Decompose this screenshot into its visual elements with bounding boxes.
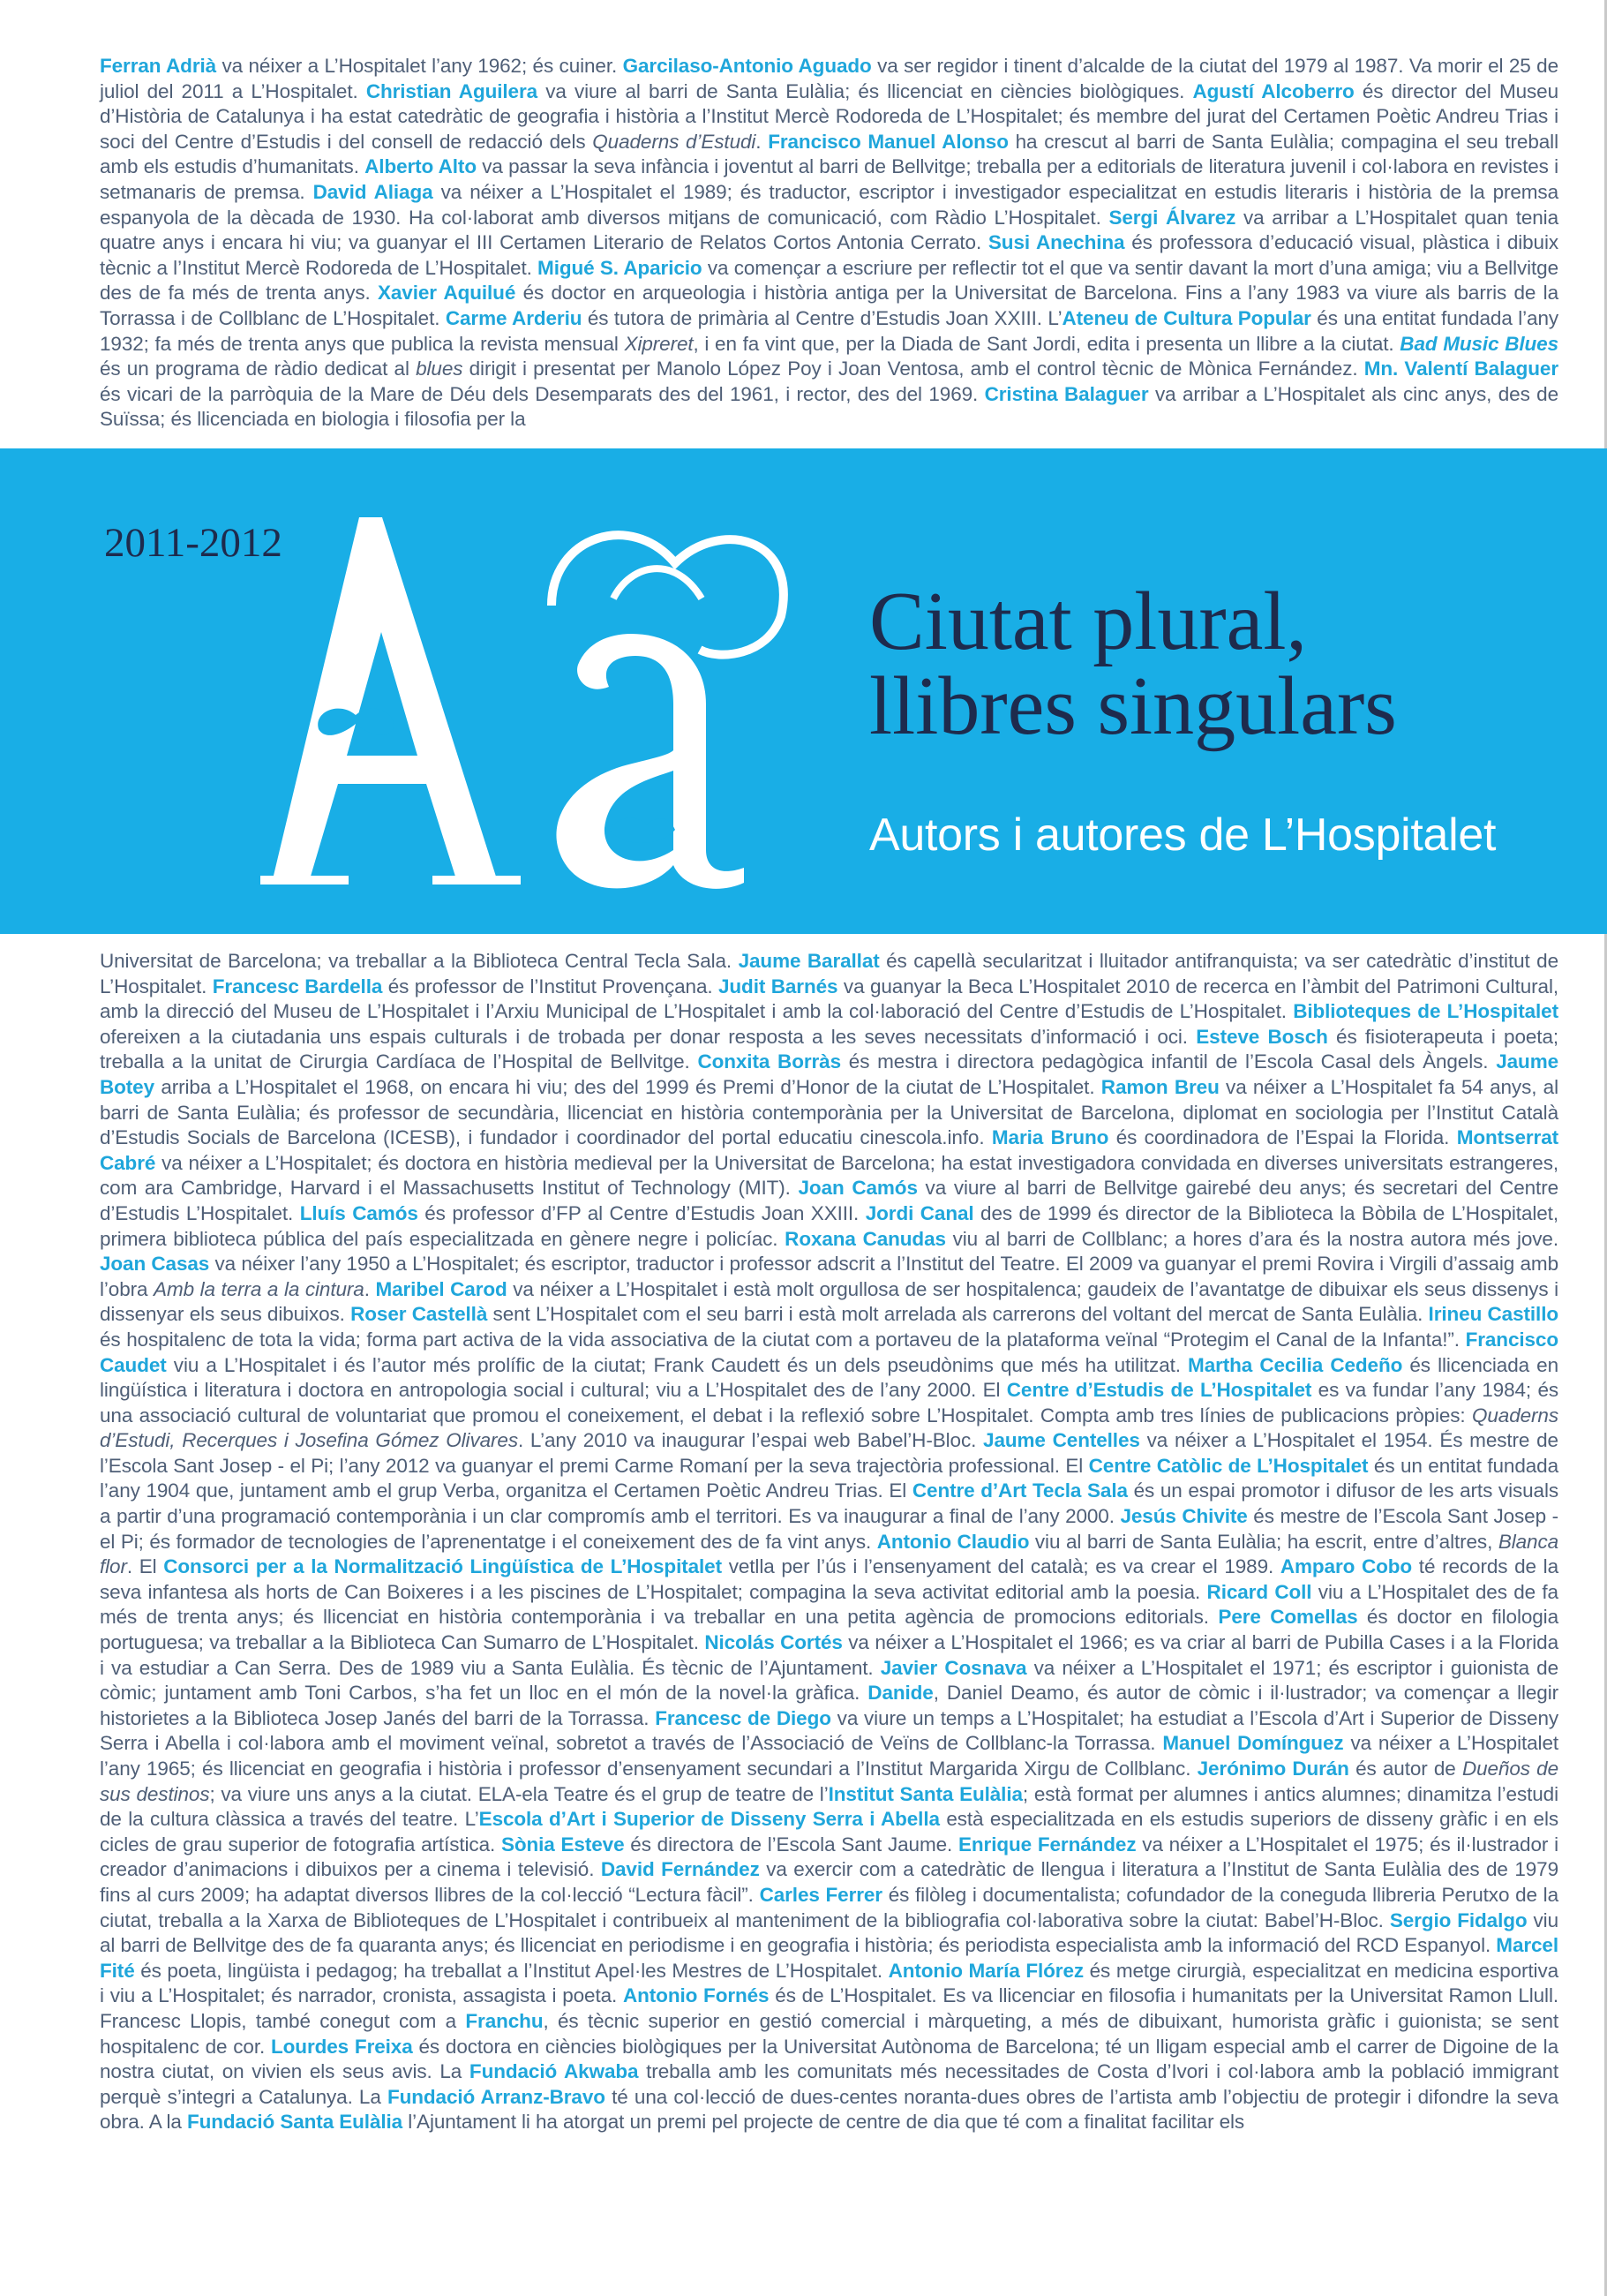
author-name: Lluís Camós — [299, 1201, 418, 1224]
bio-text: és tutora de primària al Centre d’Estudis Joan XXIII. L’ — [582, 306, 1063, 329]
author-name: Sònia Esteve — [500, 1833, 625, 1856]
author-name: Lourdes Freixa — [271, 2035, 413, 2058]
bio-text: va ser regidor i tinent d’alcalde de la ciutat del 1979 al 1987. Va morir el 25 de juliol del 2011 a L’Hospitalet. — [100, 55, 1558, 102]
author-name: Jaume Centelles — [983, 1429, 1140, 1452]
bio-text: va viure al barri de Bellvitge gairebé deu anys; és secretari del Centre d’Estudis L’Hospitalet. — [100, 1177, 1558, 1224]
bio-text: és un espai promotor i difusor de les arts visuals a partir d’una programació contemporània i un clar compromís amb el territori. Es va inaugurar a final de l’any 2000. — [100, 1479, 1558, 1528]
author-name: Javier Cosnava — [880, 1656, 1027, 1679]
bio-text: va néixer a L’Hospitalet; és doctora en història medieval per la Universitat de Barcelona; ha estat investigadora convidada en diverses universitats estrangeres, com ara Cambridge, Harvard i el Massachusetts Institut of Technology (MIT). — [100, 1151, 1558, 1200]
bio-text: és autor de — [1348, 1758, 1462, 1780]
bio-text: va començar a escriure per reflectir tot el que va sentir davant la mort d’una amiga; viu a Bellvitge des de fa més de trenta anys. — [100, 256, 1558, 305]
author-name: Bad Music Blues — [1400, 332, 1558, 355]
title-line-1: Ciutat plural, — [869, 576, 1308, 667]
author-name: Fundació Arranz-Bravo — [387, 2085, 605, 2108]
author-name: Carme Arderiu — [445, 306, 582, 329]
bio-text: és professor d’FP al Centre d’Estudis Joan XXIII. — [417, 1201, 866, 1224]
author-name: Manuel Domínguez — [1162, 1732, 1344, 1755]
author-name: Christian Aguilera — [365, 79, 538, 102]
edition-year: 2011-2012 — [104, 520, 282, 566]
aa-logo — [260, 501, 834, 916]
bio-text: ofereixen a la ciutadania uns espais culturals i de trobada per donar resposta a les seves necessitats d’informació i oci. — [100, 1025, 1197, 1048]
bio-text: viu al barri de Bellvitge des de fa quaranta anys; és llicenciat en periodisme i en geografia i història; és periodista especialista amb la informació del RCD Espanyol. — [100, 1908, 1558, 1957]
bio-text: va néixer a L’Hospitalet el 1971; és escriptor i guionista de còmic; juntament amb Toni Carbos, s’ha fet un lloc en el món de la novel·la gràfica. — [100, 1656, 1558, 1705]
author-name: Fundació Santa Eulàlia — [186, 2111, 403, 2134]
bio-text: viu a L’Hospitalet i és l’autor més prolífic de la ciutat; Frank Caudett és un dels pseudònims que més ha utilitzat. — [166, 1353, 1189, 1376]
author-name: Jordi Canal — [865, 1201, 974, 1224]
bio-text: va néixer a L’Hospitalet el 1989; és traductor, escriptor i investigador especialitzat en estudis literaris i història de la premsa espanyola de la dècada de 1930. Ha col·laborat amb diversos mitjans de comunicació, com Ràdio L’Hospitalet. — [100, 180, 1558, 229]
bio-text: ha crescut al barri de Santa Eulàlia; compagina el seu treball amb els estudis d’humanitats. — [100, 130, 1558, 178]
author-name: Antonio Claudio — [876, 1530, 1030, 1553]
author-name: Irineu Castillo — [1428, 1303, 1558, 1326]
work-title: Blanca flor — [100, 1530, 1559, 1578]
author-name: Amparo Cobo — [1280, 1555, 1413, 1578]
author-name: David Fernández — [600, 1858, 760, 1881]
author-name: Joan Camós — [798, 1177, 918, 1200]
bio-text: va arribar a L’Hospitalet als cinc anys, des de Suïssa; és llicenciada en biologia i filosofia per la — [100, 382, 1559, 431]
bio-text: és doctora en ciències biològiques per la Universitat Autònoma de Barcelona; té un lligam especial amb el carrer de Digoine de la nostra ciutat, on vivien els seus avis. La — [100, 2035, 1558, 2083]
bio-text: és filòleg i documentalista; cofundador de la coneguda llibreria Perutxo de la ciutat, treballa a la Xarxa de Biblioteques de L’Hospitalet i contribueix al manteniment de la bibliografia col·laborativa sobre la ciutat: Babel’H-Bloc. — [100, 1883, 1558, 1931]
bio-text: és de L’Hospitalet. Es va llicenciar en filosofia i humanitats per la Universitat Ramon Llull. Francesc Llopis, també conegut com a — [100, 1984, 1558, 2032]
author-name: Agustí Alcoberro — [1192, 79, 1355, 102]
bio-text: va exercir com a catedràtic de llengua i literatura a l’Institut de Santa Eulàlia des de 1979 fins al curs 2009; ha adaptat diversos llibres de la col·lecció “Lectura fàcil”. — [100, 1858, 1558, 1906]
author-name: Biblioteques de L’Hospitalet — [1293, 1000, 1558, 1023]
author-name: Enrique Fernández — [958, 1833, 1137, 1856]
bio-text: ; està format per alumnes i antics alumnes; dinamitza l’estudi de la cultura clàssica a través del teatre. L’ — [100, 1782, 1558, 1831]
author-name: Ateneu de Cultura Popular — [1062, 306, 1311, 329]
bio-text: va néixer a L’Hospitalet i està molt orgullosa de ser hospitalenca; gaudeix de l’avantatge de dibuixar els seus dissenys i dissenyar els seus dibuixos. — [100, 1277, 1558, 1326]
bio-text: l’Ajuntament li ha atorgat un premi pel projecte de centre de dia que té com a finalitat facilitar els — [402, 2111, 1245, 2134]
author-name: Ricard Coll — [1206, 1580, 1312, 1603]
bio-text: és doctor en arqueologia i història antiga per la Universitat de Barcelona. Fins a l’any 1983 va viure als barris de la Torrassa i de Collblanc de L’Hospitalet. — [100, 282, 1558, 329]
bio-text: és directora de l’Escola Sant Jaume. — [624, 1833, 958, 1856]
author-name: Sergi Álvarez — [1108, 206, 1236, 229]
author-name: Cristina Balaguer — [984, 382, 1149, 405]
title-line-2: llibres singulars — [869, 660, 1397, 752]
author-list-bottom — [100, 949, 1558, 2135]
bio-text: vetlla per l’ús i l’ensenyament del català; es va crear el 1989. — [721, 1555, 1280, 1578]
bio-text: és hospitalenc de tota la vida; forma part activa de la vida associativa de la ciutat com a portaveu de la plataforma veïnal “Protegim el Canal de la Infanta!”. — [100, 1328, 1466, 1351]
author-name: Sergio Fidalgo — [1389, 1908, 1528, 1931]
author-name: Francesc Bardella — [212, 975, 383, 997]
author-name: Judit Barnés — [718, 975, 838, 997]
author-name: Joan Casas — [100, 1253, 210, 1276]
author-name: Alberto Alto — [364, 155, 477, 178]
bio-text: està especialitzada en els estudis superiors de disseny gràfic i en els cicles de grau superior de fotografia artística. — [100, 1808, 1558, 1856]
bio-text: va néixer a L’Hospitalet el 1975; és il·lustrador i creador d’animacions i dibuixos per a cinema i televisió. — [100, 1833, 1558, 1881]
bio-text: és coordinadora de l’Espai la Florida. — [1108, 1126, 1457, 1149]
bio-text: dirigit i presentat per Manolo López Poy i Joan Ventosa, amb el control tècnic de Mònica Fernández. — [462, 358, 1364, 380]
author-name: Ramon Breu — [1100, 1075, 1220, 1098]
work-title: Amb la terra a la cintura — [154, 1277, 364, 1300]
author-name: Montserrat Cabré — [100, 1126, 1559, 1174]
bio-text: va viure al barri de Santa Eulàlia; és llicenciat en ciències biològiques. — [537, 79, 1193, 102]
bio-text: és capellà secularitzat i lluitador antifranquista; va ser catedràtic d’institut de L’Hospitalet. — [100, 950, 1559, 997]
bio-text: va néixer a L’Hospitalet l’any 1962; és cuiner. — [216, 55, 623, 77]
bio-text: es va fundar l’any 1984; és una associació cultural de voluntariat que promou el coneixement, el debat i la reflexió sobre L’Hospitalet. Compta amb tres línies de publicacions pròpies: — [100, 1379, 1559, 1427]
title-band — [0, 448, 1607, 934]
author-name: Danide — [867, 1682, 934, 1705]
bio-text: va néixer a L’Hospitalet el 1954. És mestre de l’Escola Sant Josep - el Pi; l’any 2012 va guanyar el premi Carme Romaní per la seva trajectòria professional. El — [100, 1429, 1558, 1477]
bio-text: Universitat de Barcelona; va treballar a la Biblioteca Central Tecla Sala. — [100, 950, 739, 972]
author-name: Garcilaso-Antonio Aguado — [622, 55, 872, 77]
author-name: Carles Ferrer — [759, 1883, 882, 1906]
author-name: Mn. Valentí Balaguer — [1363, 358, 1558, 380]
author-name: Escola d’Art i Superior de Disseny Serra i Abella — [478, 1808, 940, 1831]
bio-text: va néixer a L’Hospitalet l’any 1965; és llicenciat en geografia i història i professor d’ensenyament secundari a l’Institut Margarida Xirgu de Collblanc. — [100, 1732, 1559, 1780]
bio-text: , Daniel Deamo, és autor de còmic i il·lustrador; va començar a llegir historietes a la Biblioteca Josep Janés del barri de la Torrassa. — [100, 1682, 1559, 1729]
work-title: Xipreret — [624, 332, 694, 355]
bio-text: . — [755, 130, 769, 153]
author-name: Francesc de Diego — [655, 1706, 831, 1729]
author-name: Jaume Botey — [100, 1050, 1559, 1098]
bio-text: és vicari de la parròquia de la Mare de Déu dels Desemparats des del 1961, i rector, des del 1969. — [100, 382, 985, 405]
author-name: Centre Catòlic de L’Hospitalet — [1088, 1454, 1369, 1477]
author-name: Roser Castellà — [350, 1303, 488, 1326]
bio-text: és director del Museu d’Història de Catalunya i ha estat catedràtic de geografia i història a l’Institut Mercè Rodoreda de L’Hospitalet; és membre del jurat del Certamen Poètic Andreu Trias i soci del Centre d’Estudis i del consell de redacció dels — [100, 79, 1558, 153]
author-name: Jesús Chivite — [1120, 1505, 1248, 1528]
bio-text: té una col·lecció de dues-centes noranta-dues obres de l’artista amb l’objectiu de protegir i difondre la seva obra. A la — [100, 2085, 1559, 2134]
author-name: Pere Comellas — [1218, 1606, 1358, 1629]
bio-text: , és tècnic superior en gestió comercial i màrqueting, a més de dibuixant, humorista gràfic i guionista; se sent hospitalenc de cor. — [100, 2009, 1559, 2058]
author-name: David Aliaga — [312, 180, 433, 203]
bio-text: viu al barri de Santa Eulàlia; ha escrit, entre d’altres, — [1029, 1530, 1498, 1553]
bio-text: va néixer l’any 1950 a L’Hospitalet; és escriptor, traductor i professor adscrit a l’Institut del Teatre. El 2009 va guanyar el premi Rovira i Virgili d’assaig amb l’obra — [100, 1253, 1558, 1300]
book-subtitle: Autors i autores de L’Hospitalet — [869, 809, 1497, 861]
bio-text: treballa amb les comunitats més necessitades de Costa d’Ivori i col·labora amb la població immigrant perquè s’integri a Catalunya. La — [100, 2060, 1558, 2108]
bio-text: és mestra i directora pedagògica infantil de l’Escola Casal dels Àngels. — [841, 1050, 1497, 1073]
bio-text: va arribar a L’Hospitalet quan tenia quatre anys i encara hi viu; va guanyar el III Certamen Literario de Relatos Cortos Antonia Cerrato. — [100, 206, 1558, 254]
bio-text: ; va viure uns anys a la ciutat. ELA-ela Teatre és el grup de teatre de l’ — [209, 1782, 829, 1805]
author-name: Franchu — [465, 2009, 544, 2032]
bio-text: viu a L’Hospitalet des de fa més de trenta anys; és llicenciat en història contemporània i va treballar en una petita agència de promocions editorials. — [100, 1580, 1558, 1629]
bio-text: va passar la seva infància i joventut al barri de Bellvitge; treballa per a editorials de literatura juvenil i col·labora en revistes i setmanaris de premsa. — [100, 155, 1559, 203]
author-name: Conxita Borràs — [697, 1050, 841, 1073]
author-name: Antonio Fornés — [622, 1984, 770, 2007]
author-name: Marcel Fité — [100, 1934, 1558, 1982]
author-name: Nicolás Cortés — [704, 1631, 843, 1654]
bio-text: , i en fa vint que, per la Diada de Sant Jordi, edita i presenta un llibre a la ciutat. — [693, 332, 1400, 355]
bio-text: . L’any 2010 va inaugurar l’espai web Babel’H-Bloc. — [517, 1429, 984, 1452]
author-name: Xavier Aquilué — [377, 282, 516, 305]
bio-text: és doctor en filologia portuguesa; va treballar a la Biblioteca Can Sumarro de L’Hospitalet. — [100, 1606, 1558, 1654]
author-name: Maribel Carod — [375, 1277, 507, 1300]
bio-text: des de 1999 és director de la Biblioteca la Bòbila de L’Hospitalet, primera biblioteca pública del país especialitzada en gènere negre i policíac. — [100, 1201, 1558, 1250]
author-name: Fundació Akwaba — [469, 2060, 639, 2083]
author-name: Francisco Manuel Alonso — [768, 130, 1009, 153]
author-name: Centre d’Art Tecla Sala — [912, 1479, 1128, 1502]
work-title: Dueños de sus destinos — [100, 1758, 1558, 1805]
bio-text: sent L’Hospitalet com el seu barri i està molt arrelada als carrerons del voltant del mercat de Santa Eulàlia. — [487, 1303, 1429, 1326]
work-title: Quaderns d’Estudi — [592, 130, 756, 153]
author-name: Consorci per a la Normalització Lingüística de L’Hospitalet — [163, 1555, 722, 1578]
author-name: Jerónimo Durán — [1197, 1758, 1349, 1780]
bio-text: . El — [126, 1555, 164, 1578]
author-name: Institut Santa Eulàlia — [828, 1782, 1023, 1805]
bio-text: arriba a L’Hospitalet el 1968, on encara hi viu; des del 1999 és Premi d’Honor de la ciutat de L’Hospitalet. — [154, 1075, 1101, 1098]
bio-text: viu al barri de Collblanc; a hores d’ara és la nostra autora més jove. — [945, 1227, 1558, 1250]
author-name: Centre d’Estudis de L’Hospitalet — [1006, 1379, 1312, 1402]
author-name: Maria Bruno — [991, 1126, 1109, 1149]
author-name: Roxana Canudas — [785, 1227, 946, 1250]
bio-text: és un programa de ràdio dedicat al — [100, 358, 417, 380]
author-name: Migué S. Aparicio — [537, 256, 702, 279]
bio-text: és professor de l’Institut Provençana. — [382, 975, 718, 997]
work-title: Quaderns d’Estudi, Recerques i Josefina Gómez Olivares — [100, 1404, 1558, 1452]
author-name: Jaume Barallat — [738, 950, 880, 972]
bio-text: és fisioterapeuta i poeta; treballa a la unitat de Cirurgia Cardíaca de l’Hospital de Bellvitge. — [100, 1025, 1559, 1073]
bio-text: és un entitat fundada l’any 1904 que, juntament amb el grup Verba, organitza el Certamen Poètic Andreu Trias. El — [100, 1454, 1558, 1502]
bio-text: és una entitat fundada l’any 1932; fa més de trenta anys que publica la revista mensual — [100, 306, 1559, 355]
bio-text: té records de la seva infantesa als horts de Can Boixeres i a les piscines de L’Hospitalet; compagina la seva activitat editorial amb la poesia. — [100, 1555, 1558, 1603]
author-name: Esteve Bosch — [1196, 1025, 1328, 1048]
bio-text: . — [364, 1277, 376, 1300]
work-title: blues — [416, 358, 463, 380]
bio-text: és professora d’educació visual, plàstica i dibuix tècnic a l’Institut Mercè Rodoreda de L’Hospitalet. — [100, 231, 1559, 279]
author-name: Susi Anechina — [987, 231, 1125, 254]
author-name: Ferran Adrià — [100, 55, 217, 77]
bio-text: és metge cirurgià, especialitzat en medicina esportiva i viu a L’Hospitalet; és narrador, cronista, assagista i poeta. — [100, 1959, 1559, 2007]
author-name: Antonio María Flórez — [888, 1959, 1085, 1982]
bio-text: és llicenciada en lingüística i literatura i doctora en antropologia social i cultural; viu a L’Hospitalet des de l’any 2000. El — [100, 1353, 1558, 1402]
author-name: Martha Cecilia Cedeño — [1188, 1353, 1403, 1376]
author-list-top — [100, 54, 1558, 433]
bio-text: va néixer a L’Hospitalet el 1966; es va criar al barri de Pubilla Cases i a la Florida i va estudiar a Can Serra. Des de 1989 viu a Santa Eulàlia. És tècnic de l’Ajuntament. — [100, 1631, 1559, 1679]
bio-text: és mestre de l’Escola Sant Josep - el Pi; és formador de tecnologies de l’aprenentatge i el coneixement des de fa vint anys. — [100, 1505, 1558, 1553]
author-name: Francisco Caudet — [100, 1328, 1558, 1376]
bio-text: va viure un temps a L’Hospitalet; ha estudiat a l’Escola d’Art i Superior de Disseny Serra i Abella i col·labora amb el moviment veïnal, sobretot a través de l’Associació de Veïns de Collblanc-la Torrassa. — [100, 1706, 1559, 1755]
book-title — [869, 576, 1575, 752]
bio-text: és poeta, lingüista i pedagog; ha treballat a l’Institut Apel·les Mestres de L’Hospitalet. — [134, 1959, 889, 1982]
bio-text: va guanyar la Beca L’Hospitalet 2010 de recerca en l’àmbit del Patrimoni Cultural, amb la direcció del Museu de L’Hospitalet i l’Arxiu Municipal de L’Hospitalet i amb la col·laboració del Centre d’Estudis de L’Hospitalet. — [100, 975, 1558, 1023]
bio-text: va néixer a L’Hospitalet fa 54 anys, al barri de Santa Eulàlia; és professor de secundària, llicenciat en història contemporània per la Universitat de Barcelona, diplomat en sociologia per l’Institut Català d’Estudis Socials de Barcelona (ICESB), i fundador i coordinador del portal educatiu cinescola.info. — [100, 1075, 1558, 1149]
